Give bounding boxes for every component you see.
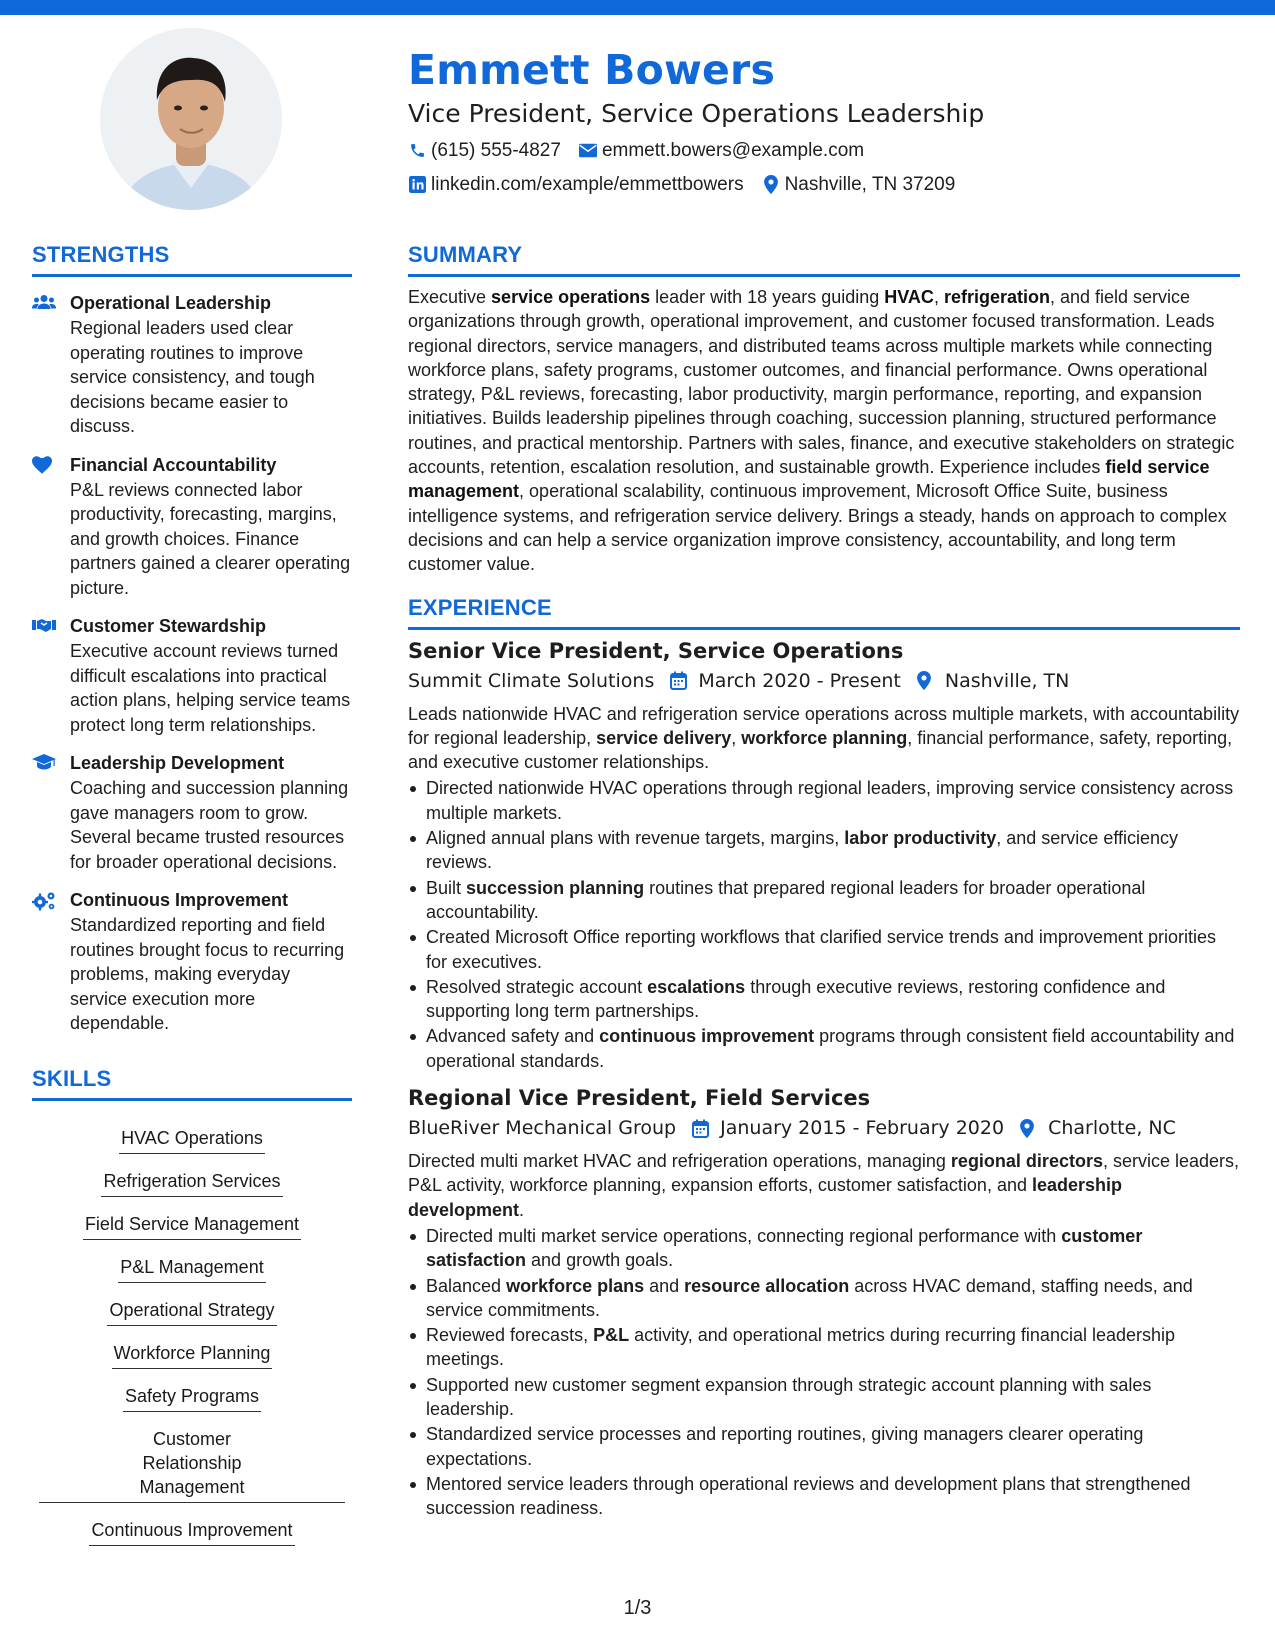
job-location: Charlotte, NC bbox=[1048, 1117, 1176, 1140]
job-entry bbox=[408, 636, 1240, 1073]
job-location: Nashville, TN bbox=[944, 669, 1070, 692]
experience-heading: EXPERIENCE bbox=[408, 591, 1240, 630]
strength-name: Operational Leadership bbox=[70, 293, 272, 313]
bullet-item: Aligned annual plans with revenue targets, margins, labor productivity, and service efficiency reviews. bbox=[408, 826, 1240, 875]
job-dates: January 2015 - February 2020 bbox=[720, 1117, 1005, 1140]
strength-item bbox=[32, 888, 352, 1036]
bullet-item: Reviewed forecasts, P&L activity, and operational metrics during recurring financial leadership meetings. bbox=[408, 1323, 1240, 1372]
strength-name: Continuous Improvement bbox=[70, 890, 289, 910]
job-description: Directed multi market HVAC and refrigeration operations, managing regional directors, service leaders, P&L activity, workforce planning, expansion efforts, customer satisfaction, and leadership development. bbox=[408, 1151, 1240, 1220]
job-bullets bbox=[408, 1224, 1240, 1521]
email-contact[interactable] bbox=[579, 135, 864, 166]
job-bullets bbox=[408, 776, 1240, 1073]
job-description: Leads nationwide HVAC and refrigeration service operations across multiple markets, with accountability for regional leadership, service delivery, workforce planning, financial performance, safety, reporting, and executive customer relationships. bbox=[408, 703, 1240, 773]
bullet-item: Supported new customer segment expansion through strategic account planning with sales leadership. bbox=[408, 1373, 1240, 1422]
page-number: 1/3 bbox=[623, 1597, 652, 1619]
strength-desc: Standardized reporting and field routines brought focus to recurring problems, making everyday service execution more dependable. bbox=[70, 915, 345, 1033]
location-contact bbox=[762, 169, 956, 200]
heart-icon bbox=[32, 461, 52, 478]
strengths-heading: STRENGTHS bbox=[32, 238, 352, 277]
strength-item bbox=[32, 291, 352, 439]
contact-row-1 bbox=[408, 135, 1238, 166]
map-pin-icon bbox=[1020, 1118, 1038, 1138]
skills-heading: SKILLS bbox=[32, 1062, 352, 1101]
resume-header bbox=[408, 44, 1238, 200]
candidate-name: Emmett Bowers bbox=[408, 46, 776, 94]
calendar-icon bbox=[692, 1118, 710, 1138]
strength-desc: Coaching and succession planning gave managers room to grow. Several became trusted resources for broader operational decisions. bbox=[70, 778, 349, 872]
strength-desc: P&L reviews connected labor productivity, forecasting, margins, and growth choices. Finance partners gained a clearer operating picture. bbox=[70, 479, 351, 598]
skills-list bbox=[32, 1111, 352, 1546]
profile-photo bbox=[100, 28, 282, 210]
linkedin-text: linkedin.com/example/emmettbowers bbox=[431, 174, 744, 195]
bullet-item: Advanced safety and continuous improvement programs through consistent field accountability and operational standards. bbox=[408, 1024, 1240, 1073]
job-company: Summit Climate Solutions bbox=[408, 669, 655, 692]
job-dates: March 2020 - Present bbox=[698, 669, 901, 692]
strength-item bbox=[32, 751, 352, 874]
strength-name: Financial Accountability bbox=[70, 454, 277, 475]
location-text: Nashville, TN 37209 bbox=[784, 174, 956, 195]
skill-tag: P&L Management bbox=[118, 1251, 265, 1283]
bullet-item: Created Microsoft Office reporting workflows that clarified service trends and improvement priorities for executives. bbox=[408, 925, 1240, 974]
bullet-item: Directed multi market service operations, connecting regional performance with customer satisfaction and growth goals. bbox=[408, 1224, 1240, 1273]
contact-row-2 bbox=[408, 169, 1238, 200]
skill-tag: Refrigeration Services bbox=[101, 1165, 282, 1197]
skill-tag: Customer Relationship Management bbox=[39, 1423, 345, 1503]
skill-tag: Safety Programs bbox=[123, 1380, 261, 1412]
job-entry bbox=[408, 1083, 1240, 1520]
bullet-item: Built succession planning routines that prepared regional leaders for broader operational accountability. bbox=[408, 876, 1240, 925]
job-title: Regional Vice President, Field Services bbox=[408, 1086, 871, 1111]
right-column bbox=[408, 238, 1240, 1521]
linkedin-icon bbox=[408, 176, 426, 194]
strength-name: Customer Stewardship bbox=[70, 616, 267, 636]
users-icon bbox=[32, 299, 56, 316]
job-company: BlueRiver Mechanical Group bbox=[408, 1117, 677, 1140]
envelope-icon bbox=[579, 142, 597, 160]
map-pin-icon bbox=[762, 176, 780, 194]
gears-icon bbox=[32, 898, 56, 915]
bullet-item: Standardized service processes and reporting routines, giving managers clearer operating expectations. bbox=[408, 1422, 1240, 1471]
handshake-icon bbox=[32, 621, 56, 638]
strength-item bbox=[32, 453, 352, 601]
graduation-cap-icon bbox=[32, 757, 56, 774]
skill-tag: Continuous Improvement bbox=[89, 1514, 294, 1546]
phone-text: (615) 555-4827 bbox=[431, 140, 561, 161]
bullet-item: Directed nationwide HVAC operations through regional leaders, improving service consistency across multiple markets. bbox=[408, 776, 1240, 825]
strength-desc: Executive account reviews turned difficult escalations into practical action plans, helping service teams protect long term relationships. bbox=[70, 641, 351, 735]
phone-icon bbox=[408, 142, 426, 160]
phone-contact[interactable] bbox=[408, 135, 561, 166]
calendar-icon bbox=[670, 671, 688, 691]
strength-name: Leadership Development bbox=[70, 753, 285, 773]
experience-section bbox=[408, 591, 1240, 1521]
skill-tag: Workforce Planning bbox=[112, 1337, 273, 1369]
bullet-item: Balanced workforce plans and resource allocation across HVAC demand, staffing needs, and service commitments. bbox=[408, 1274, 1240, 1323]
bullet-item: Resolved strategic account escalations through executive reviews, restoring confidence and supporting long term partnerships. bbox=[408, 975, 1240, 1024]
job-meta bbox=[408, 1113, 1240, 1143]
skill-tag: Field Service Management bbox=[83, 1208, 301, 1240]
linkedin-contact[interactable] bbox=[408, 169, 744, 200]
summary-text: Executive service operations leader with 18 years guiding HVAC, refrigeration, and field service organizations through growth, operational improvement, and customer focused transformation. Leads regional directors, service managers, and distributed teams across multiple markets while connecting workforce plans, safety programs, customer outcomes, and financial performance. Owns operational strategy, P&L reviews, forecasting, labor productivity, margin performance, reporting, and expansion initiatives. Builds leadership pipelines through coaching, succession planning, structured performance routines, and practical mentorship. Partners with sales, finance, and executive stakeholders on strategic accounts, retention, escalation resolution, and sustainable growth. Experience includes field service management, operational scalability, continuous improvement, Microsoft Office Suite, business intelligence systems, and refrigeration service delivery. Brings a steady, hands on approach to complex decisions and can help a service organization improve consistency, accountability, and long term customer value. bbox=[408, 287, 1235, 575]
skill-tag: Operational Strategy bbox=[107, 1294, 276, 1326]
job-title: Senior Vice President, Service Operations bbox=[408, 638, 904, 663]
skill-tag: HVAC Operations bbox=[119, 1122, 265, 1154]
strength-item bbox=[32, 614, 352, 737]
email-text: emmett.bowers@example.com bbox=[601, 140, 865, 161]
map-pin-icon bbox=[917, 671, 935, 691]
strength-desc: Regional leaders used clear operating routines to improve service consistency, and tough decisions became easier to discuss. bbox=[70, 318, 315, 436]
skills-section bbox=[32, 1062, 352, 1546]
summary-heading: SUMMARY bbox=[408, 238, 1240, 277]
candidate-title: Vice President, Service Operations Leadership bbox=[408, 99, 985, 128]
top-accent-bar bbox=[0, 0, 1275, 15]
job-meta bbox=[408, 666, 1240, 696]
bullet-item: Mentored service leaders through operational reviews and development plans that strengthened succession readiness. bbox=[408, 1472, 1240, 1521]
left-column bbox=[32, 238, 352, 1546]
